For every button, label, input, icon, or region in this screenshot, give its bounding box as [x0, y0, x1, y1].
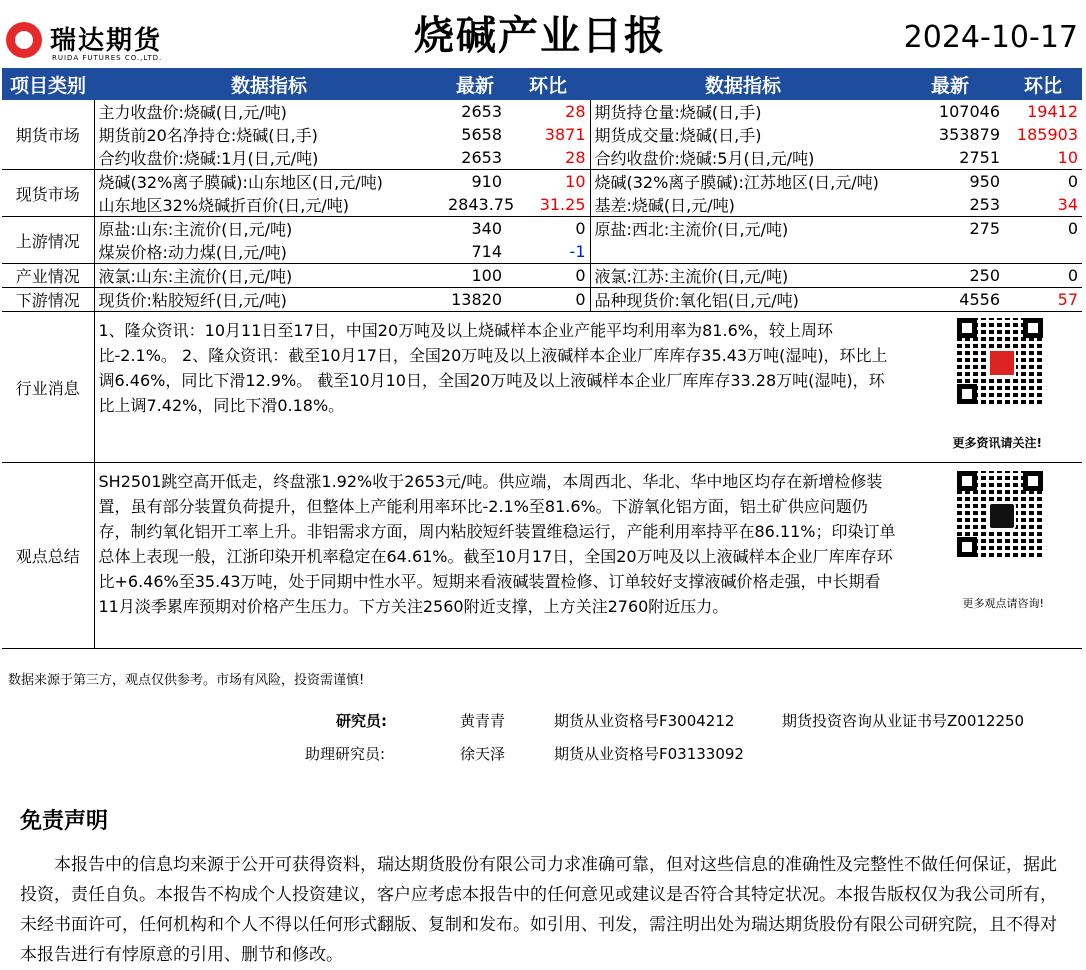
change-value: 10: [1004, 146, 1082, 170]
data-table: [2, 68, 1082, 649]
latest-value: 13820: [444, 288, 506, 312]
view-cell: [94, 463, 1082, 649]
change-value: 3871: [506, 123, 590, 146]
view-text: SH2501跳空高开低走，终盘涨1.92%收于2653元/吨。供应端，本周西北、华北、华中地区均存在新增检修装置，虽有部分装置负荷提升，但整体上产能利用率环比-2.1%至81.6%。下游氧化铝方面，铝土矿供应问题仍存，制约氧化铝开工率上升。非铝需求方面，周内粘胶短纤装置维稳运行，产能利用率持平在86.11%；印染订单总体上表现一般，江浙印染开机率稳定在64.61%。截至10月17日，全国20万吨及以上液碱样本企业厂库库存环比+6.46%至35.43万吨，处于同期中性水平。短期来看液碱装置检修、订单较好支撑液碱价格走强，中长期看11月淡季累库预期对价格产生压力。下方关注2560附近支撑，上方关注2760附近压力。: [98, 472, 896, 616]
indicator-label: 山东地区32%烧碱折百价(日,元/吨): [94, 193, 444, 217]
latest-value: 253: [896, 193, 1004, 217]
col-header: 项目类别: [2, 68, 94, 100]
news-cell: [94, 312, 1082, 463]
change-value: 185903: [1016, 125, 1078, 144]
assistant-label: 助理研究员:: [305, 745, 386, 763]
indicator-label: 期货持仓量:烧碱(日,手): [594, 103, 762, 122]
change-value: 34: [1004, 193, 1082, 217]
indicator-label: [590, 240, 896, 264]
latest-value: 2653: [461, 102, 502, 121]
change-value: 0: [506, 264, 590, 288]
view-qr-caption: 更多观点请咨询!: [962, 597, 1044, 610]
col-header: 最新: [444, 68, 506, 100]
category-news: 行业消息: [2, 312, 94, 463]
col-header: 数据指标: [590, 68, 896, 100]
latest-value: 714: [444, 240, 506, 264]
latest-value: 250: [896, 264, 1004, 288]
latest-value: 910: [471, 172, 502, 191]
assistant-name: 徐天泽: [460, 745, 506, 763]
news-row: [2, 312, 1082, 463]
indicator-label: 原盐:西北:主流价(日,元/吨): [594, 220, 789, 239]
change-value: 10: [506, 170, 590, 194]
news-text: 1、隆众资讯：10月11日至17日，中国20万吨及以上烧碱样本企业产能平均利用率为81.6%，较上周环比-2.1%。 2、隆众资讯：截至10月17日，全国20万吨及以上液碱样本企业厂库库存35.43万吨(湿吨)，环比上调6.46%，同比下滑12.9%。 截至10月10日，全国20万吨及以上液碱样本企业厂库库存33.28万吨(湿吨)，环比上调7.42%，同比下滑0.18%。: [98, 321, 888, 415]
latest-value: 5658: [461, 125, 502, 144]
latest-value: 100: [444, 264, 506, 288]
researcher-label: 研究员:: [336, 712, 387, 730]
latest-value: 340: [471, 219, 502, 238]
change-value: 0: [1067, 219, 1078, 238]
category-industry: 产业情况: [2, 264, 94, 288]
change-value: 28: [506, 146, 590, 170]
table-row: [2, 123, 1082, 146]
view-row: [2, 463, 1082, 649]
news-qr-caption: 更多资讯请关注!: [952, 436, 1042, 450]
table-row: [2, 217, 1082, 241]
latest-value: 353879: [938, 125, 1000, 144]
researcher-consult-cert: 期货投资咨询从业证书号Z0012250: [782, 712, 1025, 730]
change-value: 0: [506, 217, 590, 241]
table-row: [2, 288, 1082, 312]
latest-value: [896, 240, 1004, 264]
report-title: 烧碱产业日报: [414, 13, 666, 59]
news-qr-code-icon: [957, 318, 1043, 404]
col-header: 最新: [896, 68, 1004, 100]
change-value: 19412: [1027, 102, 1078, 121]
view-qr-code-icon: [957, 471, 1043, 557]
change-value: -1: [506, 240, 590, 264]
logo-name: 瑞达期货: [50, 26, 163, 56]
indicator-label: 烧碱(32%离子膜碱):江苏地区(日,元/吨): [594, 173, 879, 192]
latest-value: 275: [969, 219, 1000, 238]
researcher-name: 黄青青: [460, 712, 506, 730]
indicator-label: 原盐:山东:主流价(日,元/吨): [98, 220, 293, 239]
indicator-label: 期货前20名净持仓:烧碱(日,手): [98, 126, 318, 145]
table-row: [2, 170, 1082, 194]
category-spot: 现货市场: [2, 170, 94, 217]
change-value: 28: [506, 100, 590, 123]
indicator-label: 液氯:江苏:主流价(日,元/吨): [590, 264, 896, 288]
indicator-label: 煤炭价格:动力煤(日,元/吨): [94, 240, 444, 264]
indicator-label: 液氯:山东:主流价(日,元/吨): [94, 264, 444, 288]
col-header: 数据指标: [94, 68, 444, 100]
category-upstream: 上游情况: [2, 217, 94, 264]
change-value: [1004, 240, 1082, 264]
indicator-label: 基差:烧碱(日,元/吨): [590, 193, 896, 217]
table-row: [2, 264, 1082, 288]
table-header-row: [2, 68, 1082, 100]
latest-value: 2653: [444, 146, 506, 170]
indicator-label: 合约收盘价:烧碱:1月(日,元/吨): [94, 146, 444, 170]
assistant-qualification: 期货从业资格号F03133092: [554, 745, 744, 763]
col-header: 环比: [506, 68, 590, 100]
indicator-label: 烧碱(32%离子膜碱):山东地区(日,元/吨): [98, 173, 383, 192]
disclaimer-title: 免责声明: [20, 809, 109, 834]
change-value: 0: [1004, 264, 1082, 288]
data-source-note: 数据来源于第三方，观点仅供参考。市场有风险，投资需谨慎!: [8, 673, 365, 688]
logo-mark-icon: [6, 22, 42, 58]
latest-value: 2843.75: [444, 193, 506, 217]
latest-value: 107046: [938, 102, 1000, 121]
change-value: 0: [1067, 172, 1078, 191]
indicator-label: 品种现货价:氧化铝(日,元/吨): [590, 288, 896, 312]
logo-english-name: RUIDA FUTURES CO.,LTD.: [52, 54, 163, 62]
change-value: 0: [506, 288, 590, 312]
table-row: [2, 240, 1082, 264]
researcher-qualification: 期货从业资格号F3004212: [554, 712, 735, 730]
category-futures: 期货市场: [2, 100, 94, 170]
latest-value: 4556: [896, 288, 1004, 312]
indicator-label: 合约收盘价:烧碱:5月(日,元/吨): [590, 146, 896, 170]
change-value: 31.25: [506, 193, 590, 217]
company-logo: [6, 18, 176, 68]
indicator-label: 期货成交量:烧碱(日,手): [594, 126, 762, 145]
category-view: 观点总结: [2, 463, 94, 649]
table-row: [2, 100, 1082, 123]
table-row: [2, 146, 1082, 170]
category-downstream: 下游情况: [2, 288, 94, 312]
indicator-label: 现货价:粘胶短纤(日,元/吨): [94, 288, 444, 312]
change-value: 57: [1004, 288, 1082, 312]
table-row: [2, 193, 1082, 217]
latest-value: 950: [969, 172, 1000, 191]
col-header: 环比: [1004, 68, 1082, 100]
indicator-label: 主力收盘价:烧碱(日,元/吨): [98, 103, 287, 122]
disclaimer-text: 本报告中的信息均来源于公开可获得资料，瑞达期货股份有限公司力求准确可靠，但对这些信息的准确性及完整性不做任何保证，据此投资，责任自负。本报告不构成个人投资建议，客户应考虑本报告中的任何意见或建议是否符合其特定状况。本报告版权仅为我公司所有，未经书面许可，任何机构和个人不得以任何形式翻版、复制和发布。如引用、刊发，需注明出处为瑞达期货股份有限公司研究院，且不得对本报告进行有悖原意的引用、删节和修改。: [20, 855, 1057, 965]
report-date: 2024-10-17: [903, 20, 1078, 55]
latest-value: 2751: [896, 146, 1004, 170]
